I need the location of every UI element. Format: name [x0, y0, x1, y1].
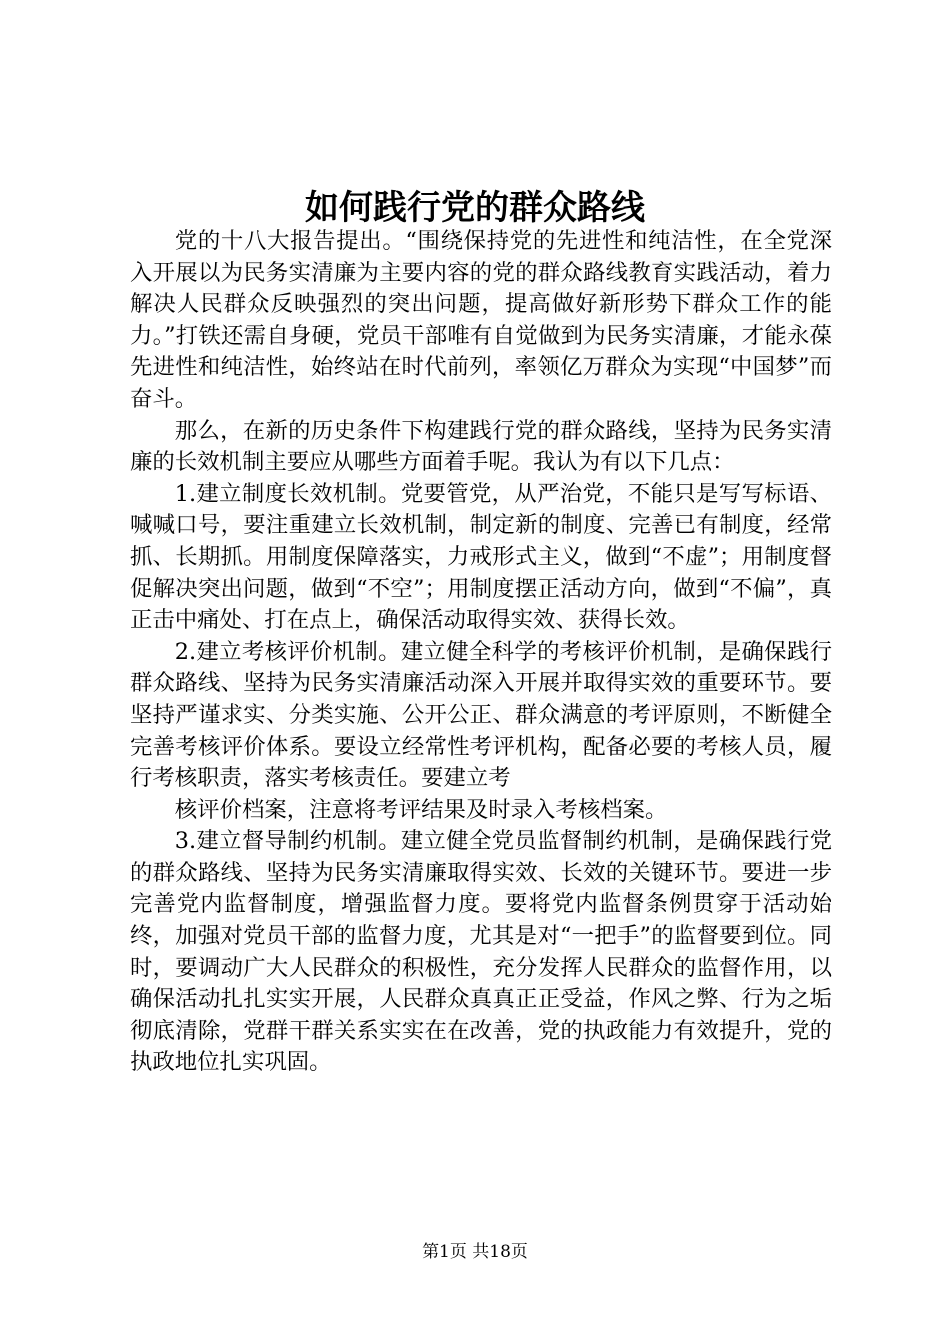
paragraph-point-2: 2.建立考核评价机制。建立健全科学的考核评价机制，是确保践行群众路线、坚持为民务实清廉活动深入开展并取得实效的重要环节。要坚持严谨求实、分类实施、公开公正、群众满意的考评原则，不断健全完善考核评价体系。要设立经常性考评机构，配备必要的考核人员，履行考核职责，落实考核责任。要建立考	[130, 638, 832, 792]
paragraph-point-3: 3.建立督导制约机制。建立健全党员监督制约机制，是确保践行党的群众路线、坚持为民务实清廉取得实效、长效的关键环节。要进一步完善党内监督制度，增强监督力度。要将党内监督条例贯穿于活动始终，加强对党员干部的监督力度，尤其是对“一把手”的监督要到位。同时，要调动广大人民群众的积极性，充分发挥人民群众的监督作用，以确保活动扎扎实实开展，人民群众真真正正受益，作风之弊、行为之垢彻底清除，党群干群关系实实在在改善，党的执政能力有效提升，党的执政地位扎实巩固。	[130, 828, 832, 1076]
paragraph-intro: 党的十八大报告提出。“围绕保持党的先进性和纯洁性，在全党深入开展以为民务实清廉为主要内容的党的群众路线教育实践活动，着力解决人民群众反映强烈的突出问题，提高做好新形势下群众工作的能力。”打铁还需自身硬，党员干部唯有自觉做到为民务实清廉，才能永葆先进性和纯洁性，始终站在时代前列，率领亿万群众为实现“中国梦”而奋斗。	[130, 228, 832, 412]
paragraph-point-1: 1.建立制度长效机制。党要管党，从严治党，不能只是写写标语、喊喊口号，要注重建立长效机制，制定新的制度、完善已有制度，经常抓、长期抓。用制度保障落实，力戒形式主义，做到“不虚”；用制度督促解决突出问题，做到“不空”；用制度摆正活动方向，做到“不偏”，真正击中痛处、打在点上，确保活动取得实效、获得长效。	[130, 480, 832, 634]
document-title: 如何践行党的群众路线	[305, 188, 645, 228]
page-footer: 第1页 共18页	[422, 1242, 528, 1262]
document-body	[130, 226, 832, 1079]
paragraph-question: 那么，在新的历史条件下构建践行党的群众路线，坚持为民务实清廉的长效机制主要应从哪些方面着手呢。我认为有以下几点：	[130, 417, 832, 476]
paragraph-point-2-continued: 核评价档案，注意将考评结果及时录入考核档案。	[174, 796, 668, 823]
